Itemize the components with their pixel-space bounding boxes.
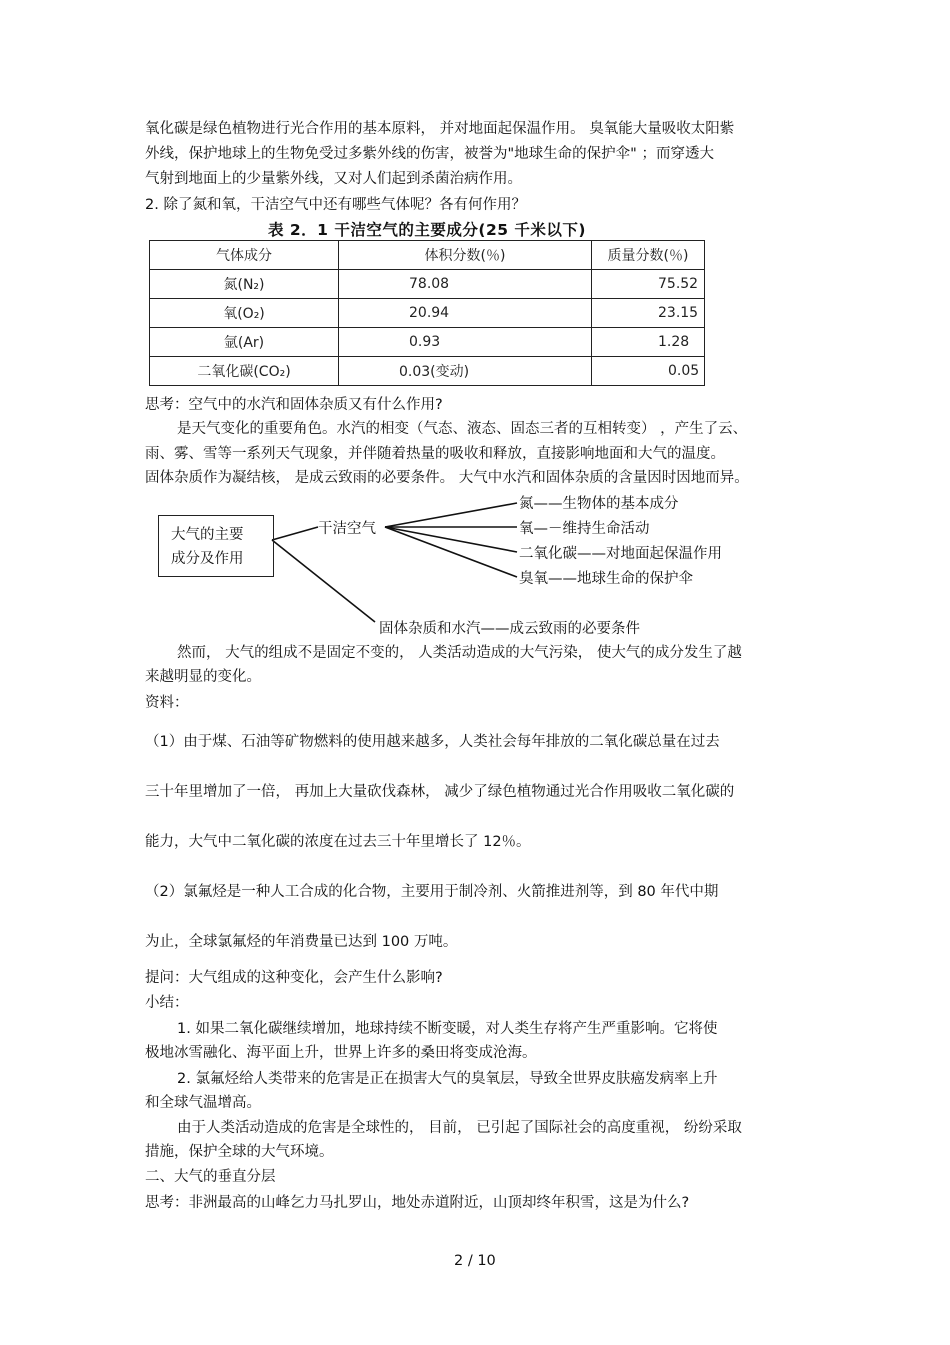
diagram-solid-vapor: 固体杂质和水汽——成云致雨的必要条件	[379, 621, 640, 637]
table-title: 表 2．1 干洁空气的主要成分(25 千米以下)	[268, 221, 586, 239]
summary-3-line-1: 由于人类活动造成的危害是全球性的， 目前， 已引起了国际社会的高度重视， 纷纷采取	[177, 1120, 742, 1136]
intro-line-2: 外线，保护地球上的生物免受过多紫外线的伤害，被誉为"地球生命的保护伞" ；而穿透大	[145, 146, 714, 162]
box-label-line-1: 大气的主要	[171, 527, 244, 543]
question-2: 2. 除了氮和氧，干洁空气中还有哪些气体呢？各有何作用？	[145, 197, 526, 213]
think-1-line-2: 雨、雾、雪等一系列天气现象，并伴随着热量的吸收和释放，直接影响地面和大气的温度。	[145, 446, 725, 462]
cell-gas: 氮(N₂)	[150, 270, 339, 299]
material-2-line-2: 为止，全球氯氟烃的年消费量已达到 100 万吨。	[145, 934, 458, 950]
change-line-2: 来越明显的变化。	[145, 669, 261, 685]
diagram-main-box	[158, 515, 274, 577]
box-label-line-2: 成分及作用	[171, 551, 244, 567]
think-2-question: 思考：非洲最高的山峰乞力马扎罗山，地处赤道附近，山顶却终年积雪，这是为什么?	[145, 1195, 690, 1211]
section-2-heading: 二、大气的垂直分层	[145, 1169, 276, 1185]
cell-gas: 氩(Ar)	[150, 328, 339, 357]
change-line-1: 然而， 大气的组成不是固定不变的， 人类活动造成的大气污染， 使大气的成分发生了越	[177, 645, 742, 661]
header-volume: 体积分数(％)	[339, 241, 592, 270]
page-number: 2 / 10	[454, 1253, 496, 1269]
material-1-line-3: 能力，大气中二氧化碳的浓度在过去三十年里增长了 12％。	[145, 834, 531, 850]
material-1-line-1: （1）由于煤、石油等矿物燃料的使用越来越多，人类社会每年排放的二氧化碳总量在过去	[145, 734, 720, 750]
ask-question: 提问：大气组成的这种变化，会产生什么影响?	[145, 970, 443, 986]
intro-line-3: 气射到地面上的少量紫外线，又对人们起到杀菌治病作用。	[145, 171, 522, 187]
intro-line-1: 氧化碳是绿色植物进行光合作用的基本原料， 并对地面起保温作用。 臭氧能大量吸收太阳紫	[145, 121, 735, 137]
summary-3-line-2: 措施，保护全球的大气环境。	[145, 1144, 334, 1160]
think-1-question: 思考：空气中的水汽和固体杂质又有什么作用?	[145, 397, 443, 413]
material-1-line-2: 三十年里增加了一倍， 再加上大量砍伐森林， 减少了绿色植物通过光合作用吸收二氧化碳的	[145, 784, 735, 800]
summary-1-line-2: 极地冰雪融化、海平面上升，世界上许多的桑田将变成沧海。	[145, 1045, 537, 1061]
diagram-item-co2: 二氧化碳——对地面起保温作用	[519, 546, 722, 562]
think-1-line-1: 是天气变化的重要角色。水汽的相变（气态、液态、固态三者的互相转变） ，产生了云、	[177, 421, 748, 437]
material-2-line-1: （2）氯氟烃是一种人工合成的化合物，主要用于制冷剂、火箭推进剂等，到 80 年代中期	[145, 884, 719, 900]
cell-volume: 20.94	[339, 299, 592, 328]
diagram-dry-air: 干洁空气	[318, 521, 376, 537]
summary-label: 小结：	[145, 995, 189, 1011]
material-label: 资料：	[145, 695, 189, 711]
cell-mass: 0.05	[592, 357, 705, 386]
cell-mass: 75.52	[592, 270, 705, 299]
header-mass: 质量分数(％)	[592, 241, 705, 270]
cell-mass: 1.28	[592, 328, 705, 357]
cell-volume: 78.08	[339, 270, 592, 299]
cell-volume: 0.93	[339, 328, 592, 357]
diagram-item-nitrogen: 氮——生物体的基本成分	[519, 496, 679, 512]
diagram-item-ozone: 臭氧——地球生命的保护伞	[519, 571, 693, 587]
cell-gas: 二氧化碳(CO₂)	[150, 357, 339, 386]
cell-gas: 氧(O₂)	[150, 299, 339, 328]
cell-volume: 0.03(变动)	[339, 357, 592, 386]
summary-1-line-1: 1. 如果二氧化碳继续增加，地球持续不断变暖，对人类生存将产生严重影响。它将使	[177, 1021, 718, 1037]
cell-mass: 23.15	[592, 299, 705, 328]
header-gas: 气体成分	[150, 241, 339, 270]
summary-2-line-2: 和全球气温增高。	[145, 1095, 261, 1111]
summary-2-line-1: 2. 氯氟烃给人类带来的危害是正在损害大气的臭氧层，导致全世界皮肤癌发病率上升	[177, 1071, 718, 1087]
think-1-line-3: 固体杂质作为凝结核， 是成云致雨的必要条件。 大气中水汽和固体杂质的含量因时因地而异。	[145, 470, 749, 486]
diagram-item-oxygen: 氧—－维持生命活动	[519, 521, 650, 537]
